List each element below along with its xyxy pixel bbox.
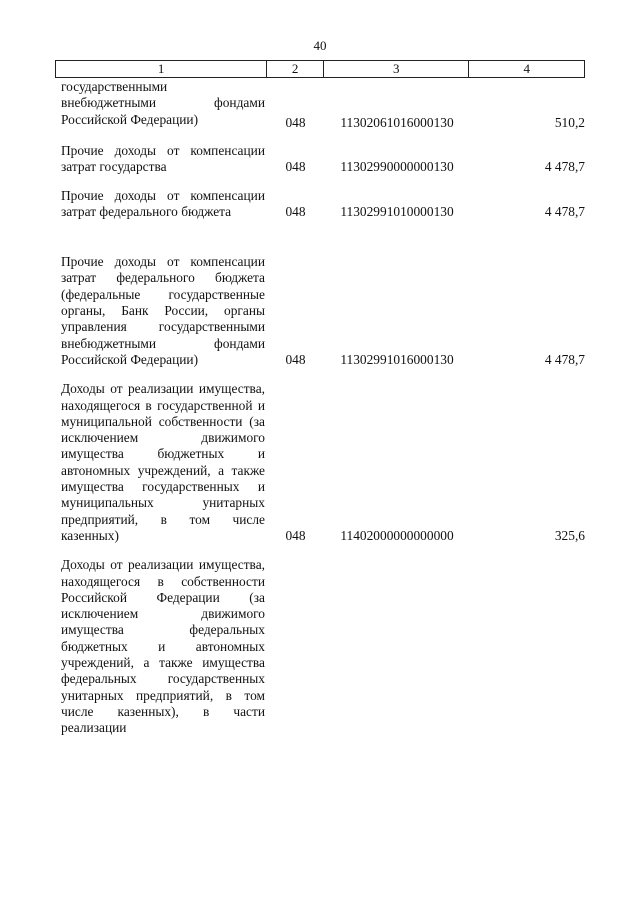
header-col-4: 4	[523, 61, 530, 76]
row-kbk: 11302991010000130	[340, 203, 454, 219]
header-col-3: 3	[324, 61, 469, 77]
row-amount: 510,2	[554, 114, 585, 130]
row-kbk: 11302061016000130	[340, 114, 454, 130]
row-amount: 4 478,7	[544, 159, 585, 175]
row-code: 048	[285, 527, 306, 543]
row-description: Доходы от реализации имущества, находящегося в собственности Российской Федерации (за исключением движимого имущества федеральных бюджетных и автономных учреждений, а также имущества федеральных государственных унитарных предприятий, в том числе казенных), в части реализации	[61, 557, 265, 736]
row-kbk: 11302991016000130	[340, 351, 454, 367]
table-header	[55, 60, 585, 78]
table-body	[55, 79, 585, 737]
row-code: 048	[285, 351, 306, 367]
row-code: 048	[285, 114, 306, 130]
row-amount: 4 478,7	[544, 203, 585, 219]
table-row	[55, 557, 585, 736]
row-description: государственными внебюджетными фондами Российской Федерации)	[61, 79, 265, 127]
row-description: Прочие доходы от компенсации затрат федерального бюджета (федеральные государственные органы, Банк России, органы управления государственными внебюджетными фондами Российской Федерации)	[61, 254, 265, 367]
row-amount: 325,6	[554, 527, 585, 543]
row-kbk: 11302990000000130	[340, 159, 454, 175]
row-kbk: 11402000000000000	[340, 527, 454, 543]
row-description: Прочие доходы от компенсации затрат государства	[61, 143, 265, 175]
header-col-2: 2	[267, 61, 324, 77]
table-row	[55, 79, 585, 131]
page-number: 40	[313, 38, 327, 53]
table-row	[55, 381, 585, 544]
row-amount: 4 478,7	[544, 351, 585, 367]
table-row	[55, 143, 585, 176]
row-code: 048	[285, 203, 306, 219]
table-row	[55, 254, 585, 368]
row-code: 048	[285, 159, 306, 175]
row-description: Прочие доходы от компенсации затрат федерального бюджета	[61, 187, 265, 219]
table-row	[55, 188, 585, 221]
row-description: Доходы от реализации имущества, находящегося в государственной и муниципальной собственности (за исключением движимого имущества бюджетных и автономных учреждений, а также имущества государственных и муниципальных унитарных предприятий, в том числе казенных)	[61, 381, 265, 543]
header-col-1: 1	[56, 61, 267, 77]
